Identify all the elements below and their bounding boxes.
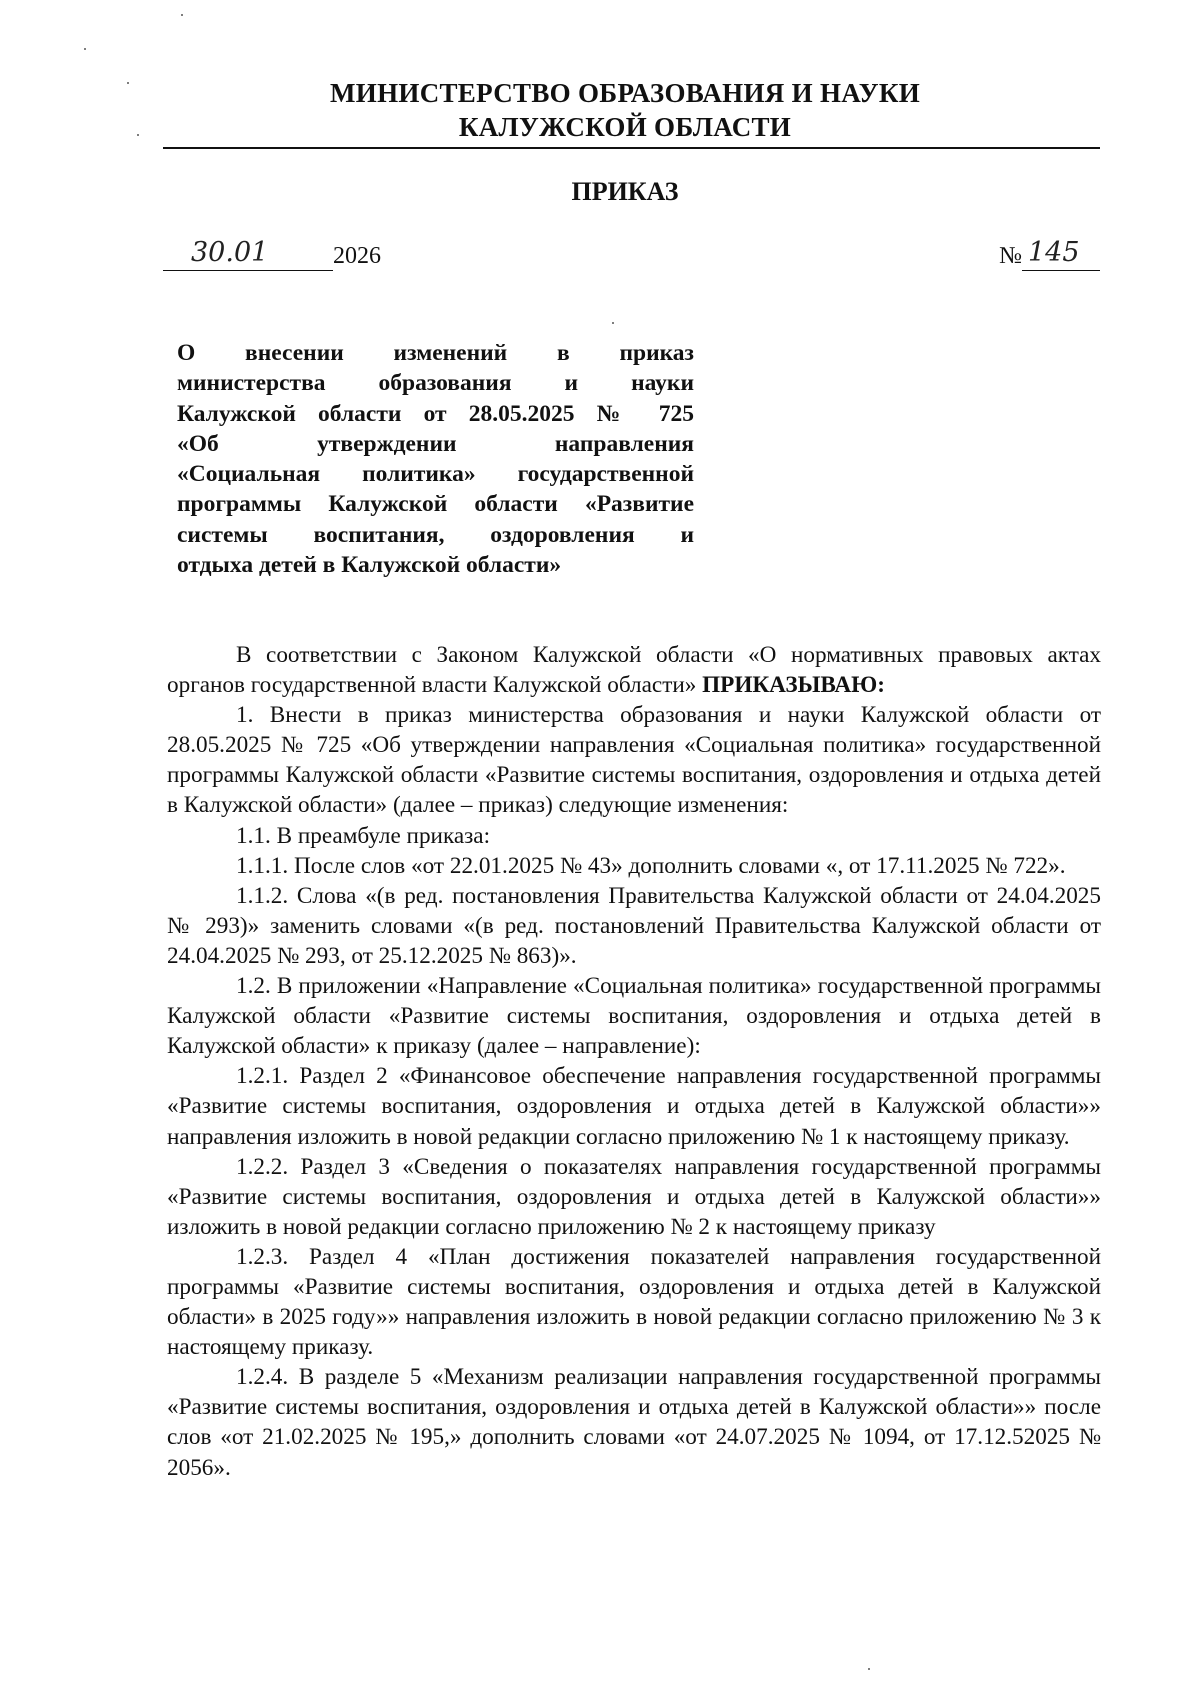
ministry-line-1: МИНИСТЕРСТВО ОБРАЗОВАНИЯ И НАУКИ bbox=[330, 78, 920, 108]
clause-1-1: 1.1. В преамбуле приказа: bbox=[236, 822, 491, 849]
scan-speck bbox=[84, 48, 86, 50]
clause-1-2-4: 1.2.4. В разделе 5 «Механизм реализации направления государственной программы «Развитие системы воспитания, оздоровления и отдыха детей в Калужской области»» после слов «от 21.02.2025 № 195,» дополнить словами «от 24.07.2025 № 1094, от 17.12.52025 № 2056». bbox=[167, 1364, 1101, 1481]
order-word: ПРИКАЗЫВАЮ: bbox=[702, 672, 885, 699]
document-type-title: ПРИКАЗ bbox=[571, 177, 679, 206]
clause-1-2-1: 1.2.1. Раздел 2 «Финансовое обеспечение направления государственной программы «Развитие системы воспитания, оздоровления и отдыха детей в Калужской области»» направления изложить в новой редакции согласно приложению № 1 к настоящему приказу. bbox=[167, 1063, 1101, 1150]
subject-line: О внесении изменений в приказ bbox=[177, 340, 694, 366]
order-body bbox=[167, 640, 1101, 1483]
subject-line: «Об утверждении направления bbox=[177, 430, 694, 457]
subject-line: отдыха детей в Калужской области» bbox=[177, 552, 562, 579]
ministry-line-2: КАЛУЖСКОЙ ОБЛАСТИ bbox=[458, 112, 792, 142]
number-blank-field bbox=[1022, 237, 1100, 271]
subject-line: Калужской области от 28.05.2025 № 725 bbox=[177, 400, 694, 427]
header-divider bbox=[163, 147, 1100, 149]
subject-line: программы Калужской области «Развитие bbox=[177, 491, 694, 518]
clause-1-2-2: 1.2.2. Раздел 3 «Сведения о показателях направления государственной программы «Развитие системы воспитания, оздоровления и отдыха детей в Калужской области»» изложить в новой редакции согласно приложению № 2 к настоящему приказу bbox=[167, 1153, 1101, 1240]
clause-1-1-1: 1.1.1. После слов «от 22.01.2025 № 43» дополнить словами «, от 17.11.2025 № 722». bbox=[236, 852, 1066, 879]
intro-paragraph bbox=[167, 640, 1101, 700]
scan-speck bbox=[612, 322, 614, 324]
number-sign: № bbox=[999, 243, 1022, 269]
subject-line: министерства образования и науки bbox=[177, 370, 694, 397]
order-number bbox=[999, 237, 1100, 274]
date-year: 2026 bbox=[333, 243, 381, 269]
clause-1: 1. Внести в приказ министерства образования и науки Калужской области от 28.05.2025 № 725 «Об утверждении направления «Социальная политика» государственной программы Калужской области «Развитие системы воспитания, оздоровления и отдыха детей в Калужской области» (далее – приказ) следующие изменения: bbox=[167, 702, 1101, 819]
clause-1-2: 1.2. В приложении «Направление «Социальная политика» государственной программы Калужской области «Развитие системы воспитания, оздоровления и отдыха детей в Калужской области» к приказу (далее – направление): bbox=[167, 973, 1101, 1060]
scan-speck bbox=[127, 82, 129, 84]
handwritten-number: 145 bbox=[1028, 237, 1080, 268]
scan-speck bbox=[868, 1668, 870, 1670]
date-blank-field bbox=[163, 237, 333, 271]
subject-line: «Социальная политика» государственной bbox=[177, 461, 694, 488]
clause-1-2-3: 1.2.3. Раздел 4 «План достижения показателей направления государственной программы «Развитие системы воспитания, оздоровления и отдыха детей в Калужской области» в 2025 году»» направления изложить в новой редакции согласно приложению № 3 к настоящему приказу. bbox=[167, 1243, 1101, 1361]
scan-speck bbox=[137, 134, 139, 136]
ministry-name bbox=[160, 76, 1090, 144]
clause-1-1-2: 1.1.2. Слова «(в ред. постановления Правительства Калужской области от 24.04.2025 № 293)» заменить словами «(в ред. постановлений Правительства Калужской области от 24.04.2025 № 293, от 25.12.2025 № 863)». bbox=[167, 882, 1101, 969]
subject-line: системы воспитания, оздоровления и bbox=[177, 521, 694, 548]
intro-text: В соответствии с Законом Калужской области «О нормативных правовых актах органов государственной власти Калужской области» bbox=[167, 642, 1101, 699]
handwritten-date: 30.01 bbox=[191, 237, 269, 268]
order-date bbox=[163, 237, 381, 274]
scan-speck bbox=[181, 14, 183, 16]
order-subject bbox=[177, 338, 694, 580]
